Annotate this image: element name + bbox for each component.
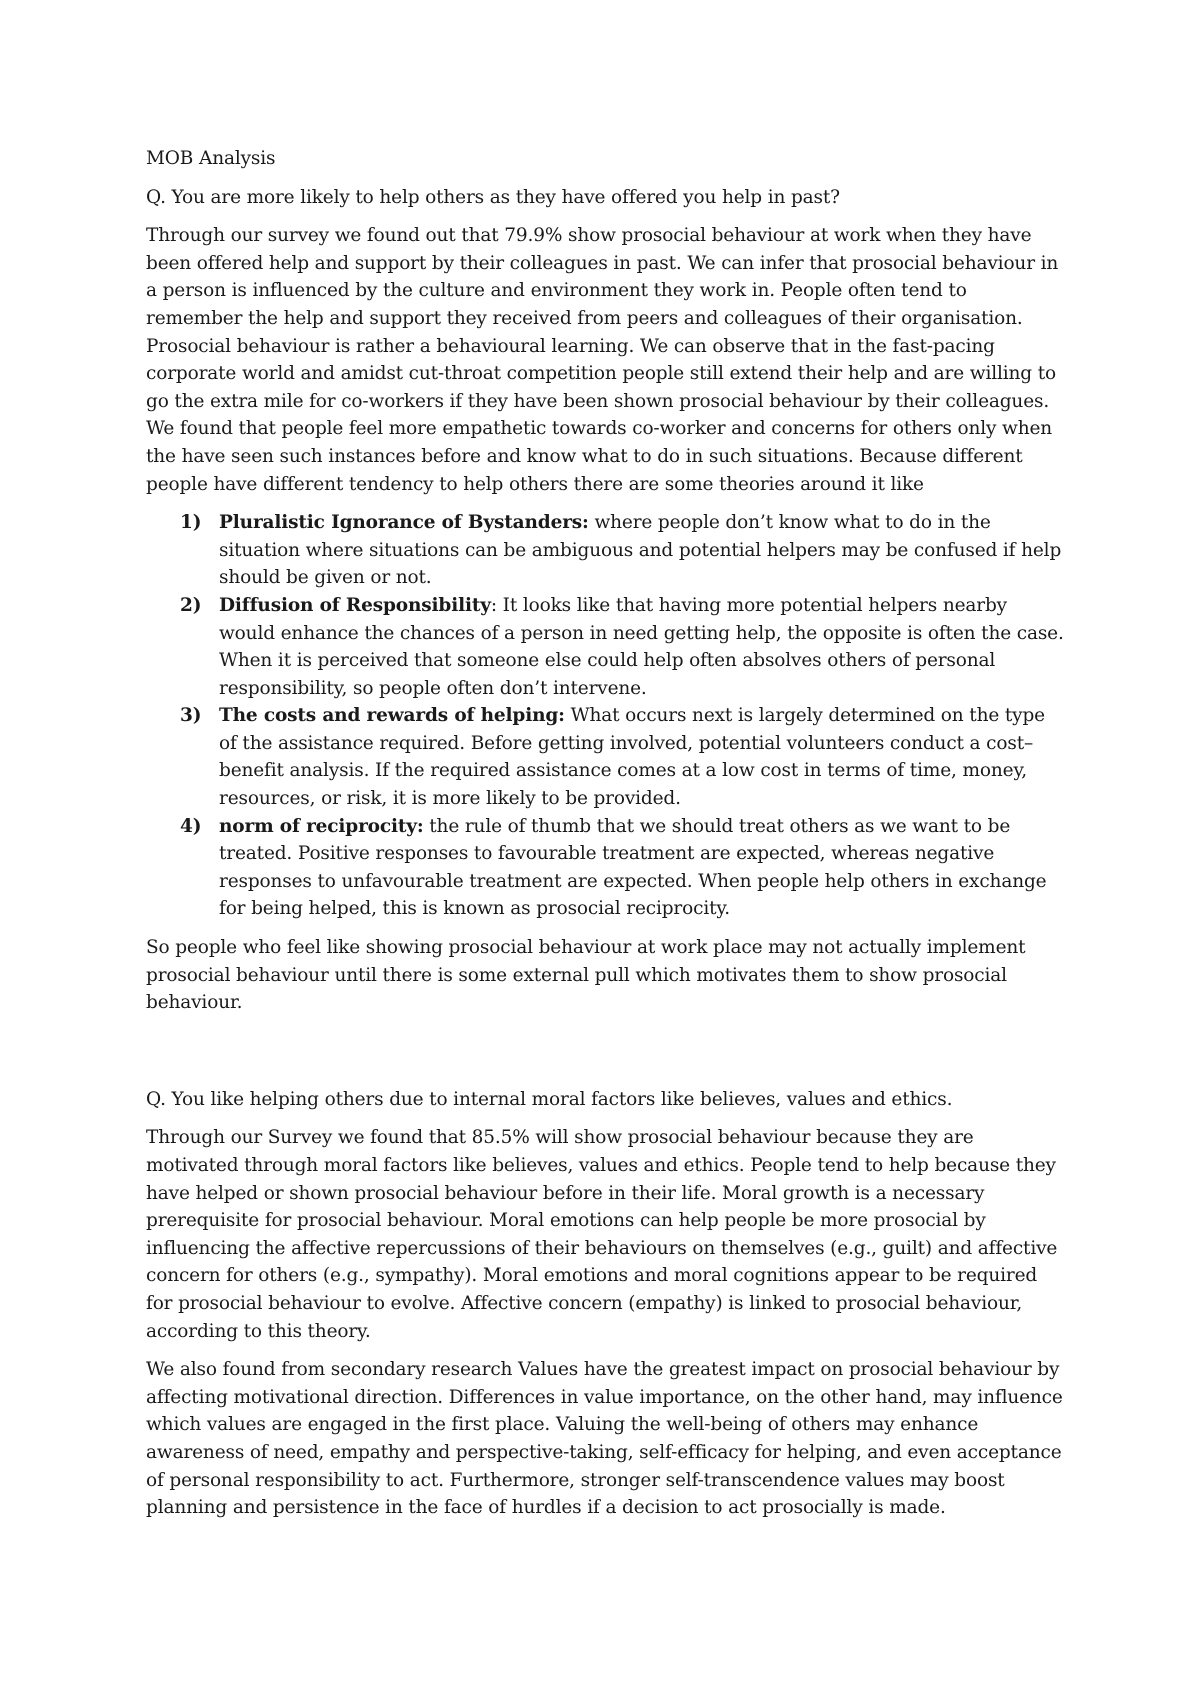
theories-list (146, 509, 1066, 923)
theory-number: 2) (180, 594, 202, 616)
theory-text: where people don’t know what to do in the situation where situations can be ambiguous and potential helpers may be confused if help should be given or not. (219, 512, 1062, 589)
question-1: Q. You are more likely to help others as they have offered you help in past? (146, 186, 840, 208)
theory-text: What occurs next is largely determined on the type of the assistance required. Before getting involved, potential volunteers conduct a cost–benefit analysis. If the required assistance comes at a low cost in terms of time, money, resources, or risk, it is more likely to be provided. (219, 705, 1045, 810)
theory-item (146, 702, 1066, 812)
question-2: Q. You like helping others due to internal moral factors like believes, values and ethics. (146, 1088, 953, 1110)
theory-number: 3) (180, 705, 202, 727)
conclusion-paragraph: So people who feel like showing prosocial behaviour at work place may not actually implement prosocial behaviour until there is some external pull which motivates them to show prosocial behaviour. (146, 937, 1026, 1014)
theory-term: The costs and rewards of helping: (219, 705, 565, 727)
secondary-research-paragraph: We also found from secondary research Values have the greatest impact on prosocial behaviour by affecting motivational direction. Differences in value importance, on the other hand, may influence which values are engaged in the first place. Valuing the well-being of others may enhance awareness of need, empathy and perspective-taking, self-efficacy for helping, and even acceptance of personal responsibility to act. Furthermore, stronger self-transcendence values may boost planning and persistence in the face of hurdles if a decision to act prosocially is made. (146, 1359, 1063, 1519)
theory-text: the rule of thumb that we should treat others as we want to be treated. Positive responses to favourable treatment are expected, whereas negative responses to unfavourable treatment are expected. When people help others in exchange for being helped, this is known as prosocial reciprocity. (219, 815, 1047, 920)
theory-number: 1) (180, 512, 202, 534)
document-title: MOB Analysis (146, 148, 276, 169)
theory-number: 4) (180, 815, 202, 837)
survey-paragraph-2: Through our Survey we found that 85.5% will show prosocial behaviour because they are motivated through moral factors like believes, values and ethics. People tend to help because they have helped or shown prosocial behaviour before in their life. Moral growth is a necessary prerequisite for prosocial behaviour. Moral emotions can help people be more prosocial by influencing the affective repercussions of their behaviours on themselves (e.g., guilt) and affective concern for others (e.g., sympathy). Moral emotions and moral cognitions appear to be required for prosocial behaviour to evolve. Affective concern (empathy) is linked to prosocial behaviour, according to this theory. (146, 1127, 1058, 1342)
document-body (146, 145, 1066, 1533)
theory-item (146, 509, 1066, 592)
theory-term: Diffusion of Responsibility (219, 594, 491, 616)
theory-term: Pluralistic Ignorance of Bystanders: (219, 512, 589, 534)
theory-item (146, 813, 1066, 923)
theory-text: : It looks like that having more potential helpers nearby would enhance the chances of a person in need getting help, the opposite is often the case. When it is perceived that someone else could help often absolves others of personal responsibility, so people often don’t intervene. (219, 594, 1064, 699)
section-spacer (146, 1028, 1066, 1086)
theory-item (146, 592, 1066, 702)
theory-term: norm of reciprocity: (219, 815, 424, 837)
survey-paragraph-1: Through our survey we found out that 79.9% show prosocial behaviour at work when they have been offered help and support by their colleagues in past. We can infer that prosocial behaviour in a person is influenced by the culture and environment they work in. People often tend to remember the help and support they received from peers and colleagues of their organisation. Prosocial behaviour is rather a behavioural learning. We can observe that in the fast-pacing corporate world and amidst cut-throat competition people still extend their help and are willing to go the extra mile for co-workers if they have been shown prosocial behaviour by their colleagues. We found that people feel more empathetic towards co-worker and concerns for others only when the have seen such instances before and know what to do in such situations. Because different people have different tendency to help others there are some theories around it like (146, 225, 1059, 495)
